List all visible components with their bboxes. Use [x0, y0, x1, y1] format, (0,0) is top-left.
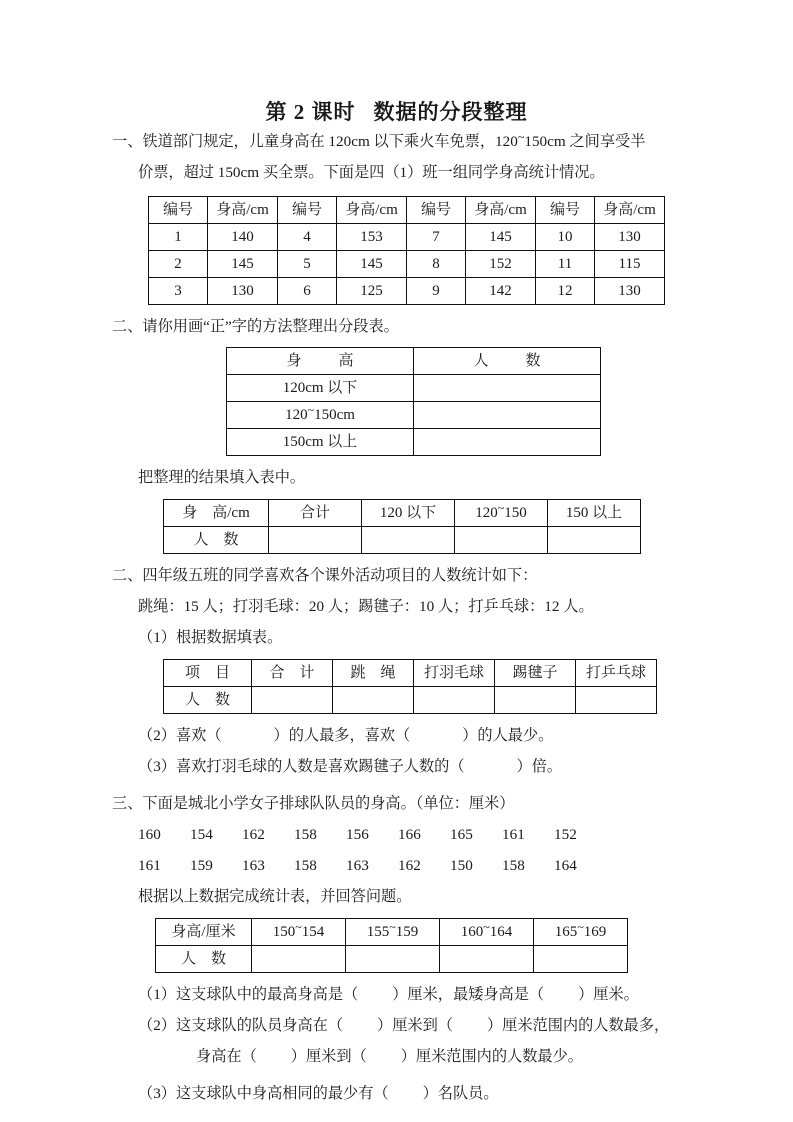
table-header-cell: 120~150: [455, 500, 548, 527]
table-cell: 130: [595, 278, 665, 305]
table-row-label: 人 数: [164, 687, 252, 714]
height-value: 152: [554, 826, 577, 843]
title-main: 数据的分段整理: [373, 100, 528, 124]
table-row-label: 人 数: [164, 527, 269, 554]
table-header-row: [156, 919, 628, 946]
table-cell-blank[interactable]: [440, 946, 534, 973]
section3-prompt: [112, 560, 690, 591]
table-cell: 11: [536, 251, 595, 278]
table-cell: 145: [466, 224, 536, 251]
range-end: 169: [583, 924, 607, 940]
table-header-row: [164, 500, 641, 527]
height-value: 158: [294, 857, 317, 874]
table-header-cell: 160~164: [440, 919, 534, 946]
table-cell: 6: [278, 278, 337, 305]
table-header-cell: 120 以下: [362, 500, 455, 527]
table-row: [156, 946, 628, 973]
section4-q2-part-b: ）厘米到（: [377, 1017, 453, 1034]
range-start: 160: [460, 924, 484, 940]
table-cell-blank[interactable]: [252, 687, 333, 714]
table-header-cell: 身 高/cm: [164, 500, 269, 527]
table-header-cell: 合计: [269, 500, 362, 527]
table-cell-label: 120cm 以下: [227, 375, 414, 402]
section2-prompt: [112, 311, 690, 342]
table-cell-blank[interactable]: [414, 375, 601, 402]
height-value: 163: [346, 857, 369, 874]
table-cell: 1: [149, 224, 208, 251]
table-cell: 140: [208, 224, 278, 251]
table-row: [149, 278, 665, 305]
height-value: 158: [294, 826, 317, 843]
table-cell: 10: [536, 224, 595, 251]
table-header-cell: 155~159: [346, 919, 440, 946]
section3-q2-part-c: ）的人最少。: [462, 727, 554, 744]
table-cell-blank[interactable]: [548, 527, 641, 554]
table-header-row: [149, 197, 665, 224]
table-cell-blank[interactable]: [333, 687, 414, 714]
roster-table: [148, 196, 665, 305]
height-value: 154: [190, 826, 213, 843]
heights-row-1: [112, 819, 690, 850]
table-cell-blank[interactable]: [414, 429, 601, 456]
table-header-cell: 编号: [407, 197, 466, 224]
table-cell: 5: [278, 251, 337, 278]
section1-number: 一、: [112, 133, 143, 150]
table-cell-blank[interactable]: [414, 402, 601, 429]
section3-q2-part-b: ）的人最多，喜欢（: [273, 727, 411, 744]
section4-number: 三、: [112, 795, 143, 812]
section3-data-line: 跳绳：15 人；打羽毛球：20 人；踢毽子：10 人；打乒乓球：12 人。: [138, 598, 594, 615]
section1-line1: 一、铁道部门规定，儿童身高在 120cm 以下乘火车免票，120~150cm 之间享受半: [112, 130, 646, 150]
section2-number: 二、: [112, 318, 143, 335]
table-header-cell: 身高/cm: [208, 197, 278, 224]
title-prefix: 第 2 课时: [265, 100, 356, 124]
section4-q2: [112, 1010, 690, 1041]
table-header-cell: 编号: [149, 197, 208, 224]
section3-q2: [112, 720, 690, 751]
table-cell-blank[interactable]: [269, 527, 362, 554]
section1-text-b: 150cm 之间享受半: [524, 133, 646, 150]
volleyball-table: [155, 918, 628, 973]
table-row: [164, 687, 657, 714]
table-header-cell: 打羽毛球: [414, 660, 495, 687]
table-header-cell: 身高/cm: [466, 197, 536, 224]
table-row: [149, 251, 665, 278]
table-header-cell: 身高/cm: [337, 197, 407, 224]
table-cell-label: 150cm 以上: [227, 429, 414, 456]
section1-text-a: 铁道部门规定，儿童身高在 120cm 以下乘火车免票，120: [142, 133, 518, 150]
section2-fill-prompt: 把整理的结果填入表中。: [138, 469, 306, 486]
table-cell: 9: [407, 278, 466, 305]
section4-q1-part-a: （1）这支球队中的最高身高是（: [138, 986, 359, 1003]
table-header-cell: 编号: [278, 197, 337, 224]
table-header-row: [227, 348, 601, 375]
section3-q1: （1）根据数据填表。: [138, 629, 283, 646]
table-header-cell: 身 高: [227, 348, 414, 375]
section4-q3: [112, 1078, 690, 1109]
table-cell: 130: [595, 224, 665, 251]
section4-q2-part-c: ）厘米范围内的人数最多，: [486, 1017, 670, 1034]
section4-q2-part-a: （2）这支球队的队员身高在（: [138, 1017, 344, 1034]
table-cell-label: 120~150cm: [227, 402, 414, 429]
table-cell: 115: [595, 251, 665, 278]
range-end: 159: [395, 924, 419, 940]
section3-q3: [112, 751, 690, 782]
section4-q1-part-c: ）厘米。: [578, 986, 639, 1003]
heights-row-2: [112, 850, 690, 881]
table-header-cell: 编号: [536, 197, 595, 224]
height-value: 166: [398, 826, 421, 843]
table-header-cell: 人 数: [414, 348, 601, 375]
table-cell-blank[interactable]: [346, 946, 440, 973]
table-cell: 145: [208, 251, 278, 278]
table-cell-blank[interactable]: [455, 527, 548, 554]
table-header-cell: 合 计: [252, 660, 333, 687]
table-row: [149, 224, 665, 251]
table-header-cell: 身高/cm: [595, 197, 665, 224]
table-cell: 7: [407, 224, 466, 251]
table-header-cell: 踢毽子: [495, 660, 576, 687]
table-header-cell: 跳 绳: [333, 660, 414, 687]
section4-prompt: [112, 788, 690, 819]
range-start: 120: [475, 505, 498, 521]
height-value: 150: [450, 857, 473, 874]
table-header-row: [164, 660, 657, 687]
section3-q3-part-a: （3）喜欢打羽毛球的人数是喜欢踢毽子人数的（: [138, 758, 465, 775]
height-value: 160: [138, 826, 161, 843]
table-header-cell: 打乒乓球: [576, 660, 657, 687]
table-cell-blank[interactable]: [252, 946, 346, 973]
height-value: 162: [398, 857, 421, 874]
section4-q3-part-b: ）名队员。: [422, 1085, 499, 1102]
range-start: 120: [285, 407, 308, 423]
tally-table: [226, 347, 601, 456]
section4-q1: [112, 979, 690, 1010]
table-header-cell: 150~154: [252, 919, 346, 946]
height-value: 162: [242, 826, 265, 843]
section1-line2: 价票，超过 150cm 买全票。下面是四（1）班一组同学身高统计情况。: [138, 164, 605, 181]
range-start: 150: [272, 924, 296, 940]
table-cell: 8: [407, 251, 466, 278]
table-cell: 125: [337, 278, 407, 305]
table-cell: 130: [208, 278, 278, 305]
height-value: 156: [346, 826, 369, 843]
table-cell-blank[interactable]: [495, 687, 576, 714]
section3-q2-part-a: （2）喜欢（: [138, 727, 222, 744]
table-cell: 4: [278, 224, 337, 251]
table-cell: 152: [466, 251, 536, 278]
range-start: 155: [366, 924, 390, 940]
section3-q3-part-b: ）倍。: [516, 758, 563, 775]
section4-q2-part-e: ）厘米到（: [290, 1048, 367, 1065]
result-table: [163, 499, 641, 554]
section4-q2-part-d: 身高在（: [196, 1048, 257, 1065]
section4-q3-part-a: （3）这支球队中身高相同的最少有（: [138, 1085, 389, 1102]
page-title: [0, 0, 793, 126]
table-row: [227, 375, 601, 402]
table-cell: 153: [337, 224, 407, 251]
height-value: 161: [502, 826, 525, 843]
height-value: 164: [554, 857, 577, 874]
table-header-cell: 项 目: [164, 660, 252, 687]
table-header-cell: 身高/厘米: [156, 919, 252, 946]
table-header-cell: 165~169: [534, 919, 628, 946]
table-cell: 12: [536, 278, 595, 305]
section4-q2-continued: [112, 1041, 690, 1072]
section3-number: 二、: [112, 567, 143, 584]
section4-instruction: 根据以上数据完成统计表，并回答问题。: [138, 888, 412, 905]
range-start: 165: [554, 924, 578, 940]
table-cell-blank[interactable]: [362, 527, 455, 554]
table-row: [227, 402, 601, 429]
activity-table: [163, 659, 657, 714]
table-row-label: 人 数: [156, 946, 252, 973]
table-cell: 142: [466, 278, 536, 305]
table-row: [164, 527, 641, 554]
section3-prompt-text: 四年级五班的同学喜欢各个课外活动项目的人数统计如下：: [142, 567, 538, 584]
height-value: 163: [242, 857, 265, 874]
table-row: [227, 429, 601, 456]
table-cell-blank[interactable]: [576, 687, 657, 714]
table-cell-blank[interactable]: [534, 946, 628, 973]
worksheet-body: [0, 126, 793, 1109]
height-value: 158: [502, 857, 525, 874]
table-header-cell: 150 以上: [548, 500, 641, 527]
range-end: 154: [301, 924, 325, 940]
table-cell: 2: [149, 251, 208, 278]
table-cell-blank[interactable]: [414, 687, 495, 714]
table-cell: 3: [149, 278, 208, 305]
section4-prompt-text: 下面是城北小学女子排球队队员的身高。（单位：厘米）: [142, 795, 515, 812]
height-value: 165: [450, 826, 473, 843]
table-cell: 145: [337, 251, 407, 278]
height-value: 159: [190, 857, 213, 874]
range-end: 150cm: [314, 407, 355, 423]
height-value: 161: [138, 857, 161, 874]
range-end: 150: [504, 505, 527, 521]
section2-prompt-text: 请你用画“正”字的方法整理出分段表。: [142, 318, 399, 335]
section4-q1-part-b: ）厘米，最矮身高是（: [392, 986, 545, 1003]
section4-q2-part-f: ）厘米范围内的人数最少。: [400, 1048, 583, 1065]
range-end: 164: [489, 924, 513, 940]
